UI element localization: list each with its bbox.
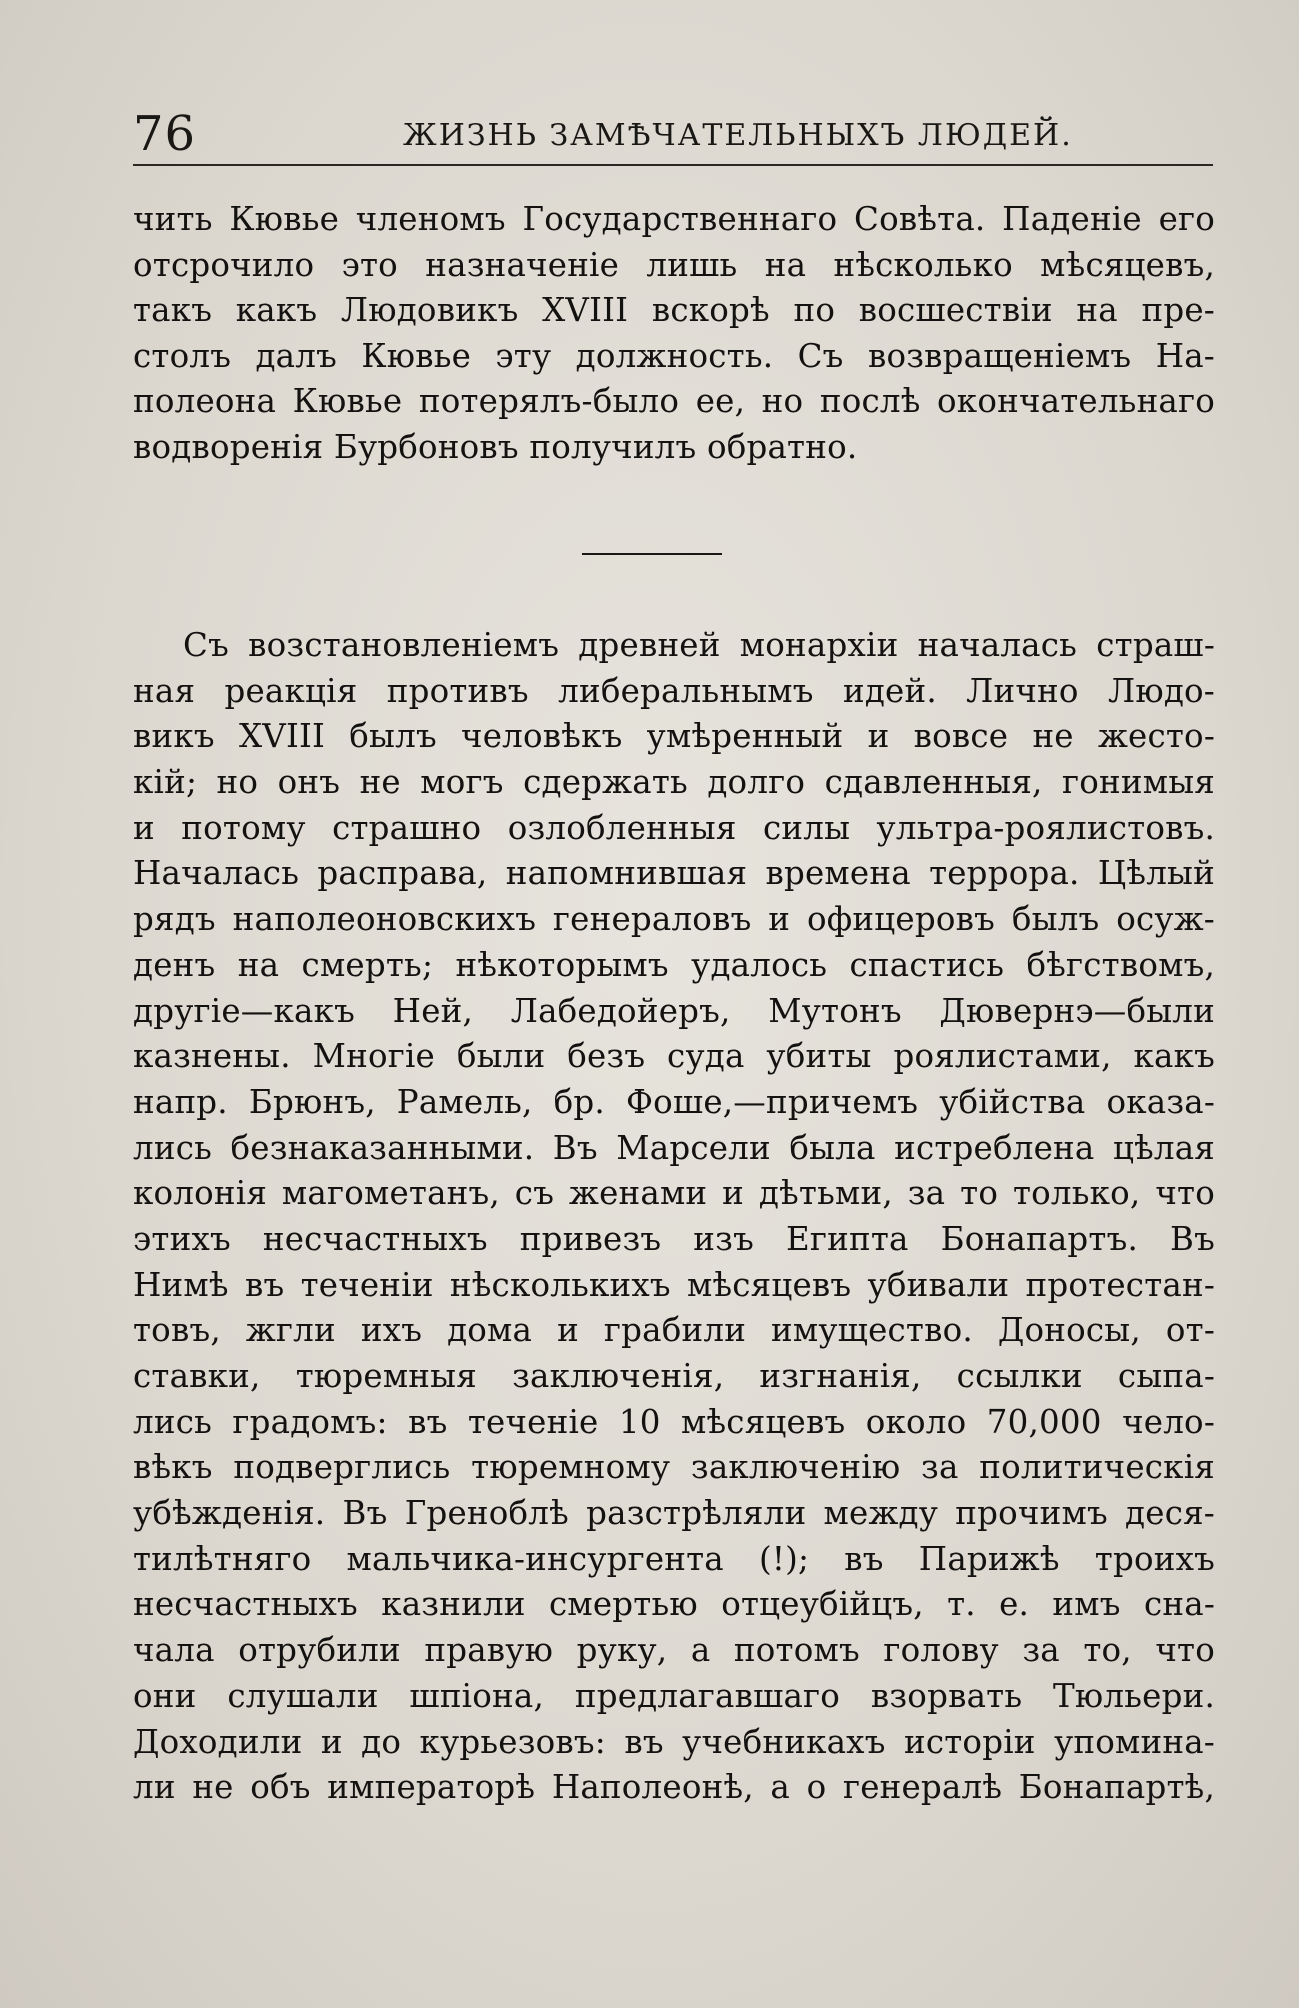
text-line: Съ возстановленіемъ древней монархіи началась страш- bbox=[183, 626, 1215, 664]
section-divider bbox=[582, 553, 722, 555]
running-title: ЖИЗНЬ ЗАМѢЧАТЕЛЬНЫХЪ ЛЮДЕЙ. bbox=[403, 118, 1073, 153]
text-line: такъ какъ Людовикъ XVIII вскорѣ по восшествіи на пре- bbox=[133, 291, 1215, 329]
text-line: они слушали шпіона, предлагавшаго взорвать Тюльери. bbox=[133, 1676, 1215, 1715]
text-line: товъ, жгли ихъ дома и грабили имущество. Доносы, от- bbox=[133, 1311, 1215, 1350]
text-line: Доходили и до курьезовъ: въ учебникахъ исторіи упомина- bbox=[133, 1722, 1215, 1761]
page-number: 76 bbox=[133, 106, 197, 162]
text-line: вѣкъ подверглись тюремному заключенію за политическія bbox=[133, 1448, 1215, 1487]
text-line: чала отрубили правую руку, а потомъ голову за то, что bbox=[133, 1631, 1215, 1670]
paragraph-1 bbox=[133, 197, 1215, 470]
text-line: рядъ наполеоновскихъ генераловъ и офицеровъ былъ осуж- bbox=[133, 900, 1215, 939]
text-line: напр. Брюнъ, Рамель, бр. Фоше,—причемъ убійства оказа- bbox=[133, 1082, 1215, 1121]
text-line: колонія магометанъ, съ женами и дѣтьми, за то только, что bbox=[133, 1174, 1215, 1213]
text-line: водворенія Бурбоновъ получилъ обратно. bbox=[133, 427, 858, 466]
text-line: кій; но онъ не могъ сдержать долго сдавленныя, гонимыя bbox=[133, 763, 1215, 802]
text-line: Началась расправа, напомнившая времена террора. Цѣлый bbox=[133, 854, 1215, 893]
text-line: ная реакція противъ либеральнымъ идей. Лично Людо- bbox=[133, 671, 1215, 710]
page-header bbox=[133, 104, 1213, 166]
text-line: лись безнаказанными. Въ Марсели была истреблена цѣлая bbox=[133, 1128, 1215, 1167]
text-line: чить Кювье членомъ Государственнаго Совѣта. Паденіе его bbox=[133, 200, 1215, 238]
text-line: денъ на смерть; нѣкоторымъ удалось спастись бѣгствомъ, bbox=[133, 945, 1215, 984]
text-line: полеона Кювье потерялъ-было ее, но послѣ окончательнаго bbox=[133, 382, 1215, 420]
text-line: ли не объ императорѣ Наполеонѣ, а о генералѣ Бонапартѣ, bbox=[133, 1768, 1215, 1807]
text-line: викъ XVIII былъ человѣкъ умѣренный и вовсе не жесто- bbox=[133, 717, 1215, 756]
text-line: убѣжденія. Въ Греноблѣ разстрѣляли между прочимъ деся- bbox=[133, 1494, 1215, 1533]
text-line: тилѣтняго мальчика-инсургента (!); въ Парижѣ троихъ bbox=[133, 1539, 1215, 1578]
text-line: этихъ несчастныхъ привезъ изъ Египта Бонапартъ. Въ bbox=[133, 1219, 1215, 1258]
text-line: несчастныхъ казнили смертью отцеубійцъ, т. е. имъ сна- bbox=[133, 1585, 1215, 1624]
text-line: Нимѣ въ теченіи нѣсколькихъ мѣсяцевъ убивали протестан- bbox=[133, 1265, 1215, 1304]
text-line: другіе—какъ Ней, Лабедойеръ, Мутонъ Дювернэ—были bbox=[133, 991, 1215, 1030]
paragraph-2 bbox=[133, 623, 1215, 1811]
text-line: столъ далъ Кювье эту должность. Съ возвращеніемъ На- bbox=[133, 336, 1215, 375]
text-line: и потому страшно озлобленныя силы ультра-роялистовъ. bbox=[133, 808, 1215, 847]
text-line: лись градомъ: въ теченіе 10 мѣсяцевъ около 70,000 чело- bbox=[133, 1402, 1215, 1441]
text-line: отсрочило это назначеніе лишь на нѣсколько мѣсяцевъ, bbox=[133, 245, 1215, 284]
text-line: ставки, тюремныя заключенія, изгнанія, ссылки сыпа- bbox=[133, 1357, 1215, 1395]
text-line: казнены. Многіе были безъ суда убиты роялистами, какъ bbox=[133, 1037, 1215, 1076]
